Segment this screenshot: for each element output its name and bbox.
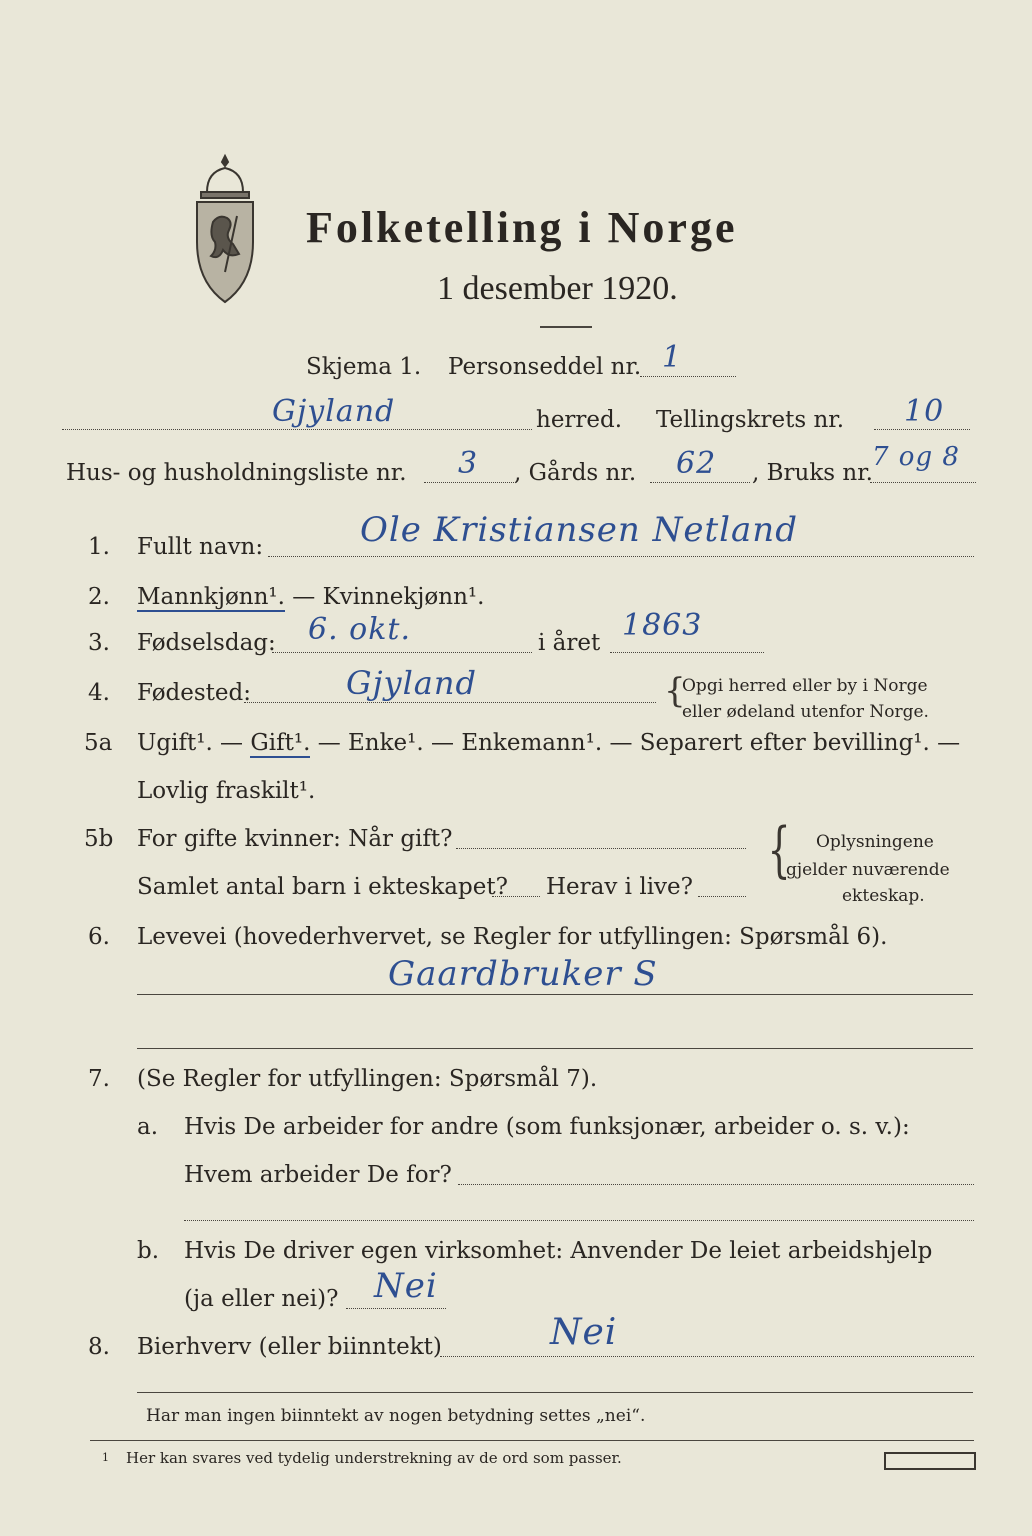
q8-label: Bierhverv (eller biinntekt) bbox=[137, 1334, 442, 1360]
q5b-when-married-label: For gifte kvinner: Når gift? bbox=[137, 826, 453, 852]
q6-line2 bbox=[137, 1048, 973, 1049]
aar-label: i året bbox=[538, 630, 601, 656]
q8-line bbox=[440, 1356, 974, 1357]
gift-option[interactable]: Gift¹. bbox=[250, 730, 311, 756]
gards-value[interactable]: 62 bbox=[676, 446, 717, 481]
birth-year-value[interactable]: 1863 bbox=[622, 608, 703, 643]
personseddel-line bbox=[640, 376, 736, 377]
q4-note-line2: eller ødeland utenfor Norge. bbox=[682, 702, 929, 722]
herred-value[interactable]: Gjyland bbox=[272, 394, 396, 429]
q4-line bbox=[244, 702, 656, 703]
printer-stamp-icon bbox=[884, 1452, 976, 1470]
q6-line1 bbox=[137, 994, 973, 995]
title-divider bbox=[540, 326, 592, 328]
q2-line bbox=[137, 582, 484, 612]
q7-number: 7. bbox=[88, 1066, 110, 1092]
q5b-brace: { bbox=[767, 815, 791, 885]
q5b-when-married-line[interactable] bbox=[456, 848, 746, 849]
gender-separator: — bbox=[284, 584, 323, 610]
kvinnekjonn-option[interactable]: Kvinnekjønn¹. bbox=[322, 584, 485, 610]
personseddel-label: Personseddel nr. bbox=[448, 354, 642, 380]
footnote-mark: 1 bbox=[102, 1451, 109, 1464]
q1-line bbox=[268, 556, 974, 557]
herred-line bbox=[62, 429, 532, 430]
bruks-line bbox=[870, 482, 976, 483]
birthplace-value[interactable]: Gjyland bbox=[346, 664, 477, 702]
footer-note: Har man ingen biinntekt av nogen betydning settes „nei“. bbox=[146, 1406, 646, 1426]
aar-line bbox=[610, 652, 764, 653]
q1-number: 1. bbox=[88, 534, 110, 560]
bruks-label: , Bruks nr. bbox=[752, 460, 873, 486]
q7a-answer-line2[interactable] bbox=[184, 1220, 974, 1221]
q4-number: 4. bbox=[88, 680, 110, 706]
tellingskrets-line bbox=[874, 429, 970, 430]
q6-label: Levevei (hovederhvervet, se Regler for utfyllingen: Spørsmål 6). bbox=[137, 924, 888, 950]
tellingskrets-value[interactable]: 10 bbox=[904, 394, 945, 429]
q5a-line: Ugift¹. — Gift¹. — Enke¹. — Enkemann¹. — Separert efter bevilling¹. — bbox=[137, 730, 961, 756]
form-title: Folketelling i Norge bbox=[306, 203, 738, 252]
q6-number: 6. bbox=[88, 924, 110, 950]
q8-number: 8. bbox=[88, 1334, 110, 1360]
bruks-value[interactable]: 7 og 8 bbox=[872, 442, 960, 472]
full-name-value[interactable]: Ole Kristiansen Netland bbox=[360, 510, 798, 550]
tellingskrets-label: Tellingskrets nr. bbox=[656, 407, 845, 433]
hus-label: Hus- og husholdningsliste nr. bbox=[66, 460, 407, 486]
lovlig-fraskilt-option[interactable]: Lovlig fraskilt¹. bbox=[137, 778, 316, 804]
personseddel-value[interactable]: 1 bbox=[662, 340, 683, 375]
q7b-line1: Hvis De driver egen virksomhet: Anvender De leiet arbeidshjelp bbox=[184, 1238, 933, 1264]
hus-value[interactable]: 3 bbox=[458, 446, 479, 481]
q7b-line2: (ja eller nei)? bbox=[184, 1286, 339, 1312]
ugift-option[interactable]: Ugift¹. bbox=[137, 730, 213, 756]
q7b-number: b. bbox=[137, 1238, 160, 1264]
footnote-text: Her kan svares ved tydelig understrekning av de ord som passer. bbox=[126, 1449, 622, 1467]
q4-label: Fødested: bbox=[137, 680, 252, 706]
q8-value[interactable]: Nei bbox=[550, 1312, 618, 1353]
q5b-note-line3: ekteskap. bbox=[842, 886, 925, 906]
q5b-children-line[interactable] bbox=[492, 896, 540, 897]
q7a-number: a. bbox=[137, 1114, 159, 1140]
mannkjonn-option[interactable]: Mannkjønn¹. bbox=[137, 584, 285, 610]
footer-divider bbox=[90, 1440, 974, 1441]
q7a-line2: Hvem arbeider De for? bbox=[184, 1162, 452, 1188]
occupation-value[interactable]: Gaardbruker S bbox=[388, 954, 658, 994]
q5b-number: 5b bbox=[84, 826, 114, 852]
hus-line bbox=[424, 482, 514, 483]
q3-number: 3. bbox=[88, 630, 110, 656]
q5a-other-options[interactable]: — Enke¹. — Enkemann¹. — Separert efter bevilling¹. — bbox=[317, 730, 961, 756]
q2-number: 2. bbox=[88, 584, 110, 610]
q5b-children-label: Samlet antal barn i ekteskapet? bbox=[137, 874, 508, 900]
q5b-note-line2: gjelder nuværende bbox=[786, 860, 950, 880]
q7a-line1: Hvis De arbeider for andre (som funksjonær, arbeider o. s. v.): bbox=[184, 1114, 910, 1140]
q5b-alive-label: Herav i live? bbox=[546, 874, 693, 900]
q8-line2 bbox=[137, 1392, 973, 1393]
norway-coat-of-arms-icon bbox=[185, 152, 265, 304]
q3-label: Fødselsdag: bbox=[137, 630, 276, 656]
skjema-label: Skjema 1. bbox=[306, 354, 422, 380]
gards-line bbox=[650, 482, 750, 483]
q5b-note-line1: Oplysningene bbox=[816, 832, 934, 852]
q4-note-line1: Opgi herred eller by i Norge bbox=[682, 676, 928, 696]
q7-label: (Se Regler for utfyllingen: Spørsmål 7). bbox=[137, 1066, 598, 1092]
q7b-value[interactable]: Nei bbox=[374, 1266, 438, 1306]
q7b-answer-line bbox=[346, 1308, 446, 1309]
q3-line bbox=[272, 652, 532, 653]
herred-label: herred. bbox=[536, 407, 623, 433]
q4-brace: { bbox=[664, 671, 686, 711]
gards-label: , Gårds nr. bbox=[514, 460, 637, 486]
q5b-alive-line[interactable] bbox=[698, 896, 746, 897]
q1-label: Fullt navn: bbox=[137, 534, 264, 560]
q7a-answer-line[interactable] bbox=[458, 1184, 974, 1185]
q5a-number: 5a bbox=[84, 730, 113, 756]
birthday-value[interactable]: 6. okt. bbox=[308, 612, 411, 647]
census-date: 1 desember 1920. bbox=[437, 270, 678, 307]
